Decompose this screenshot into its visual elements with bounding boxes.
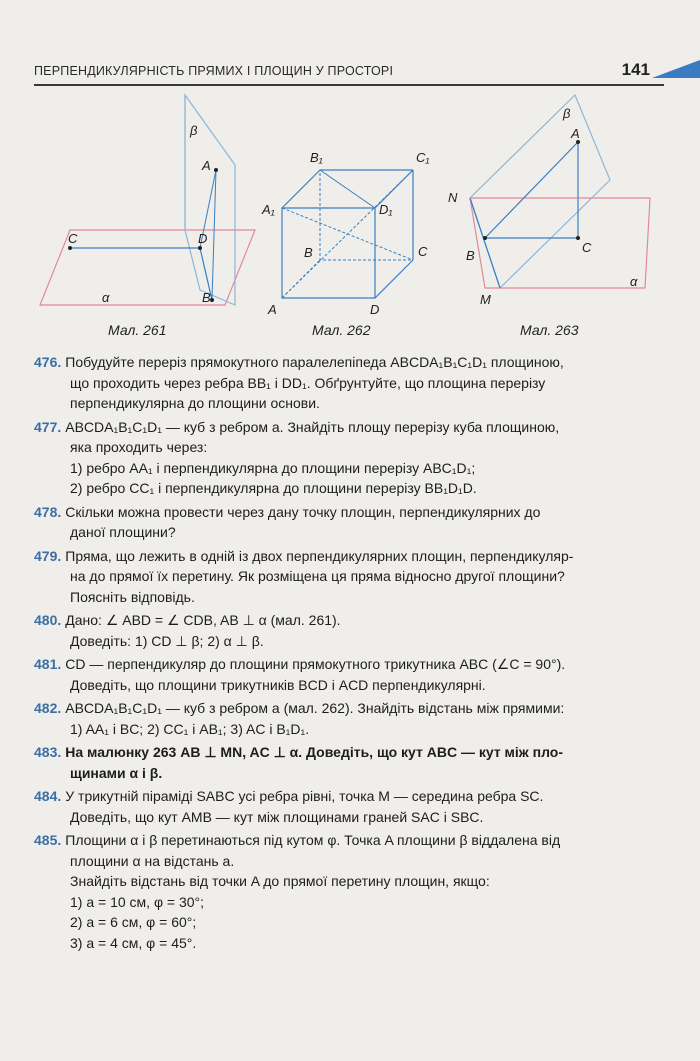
fig263-label-A: A [571,126,580,141]
figure-263 [448,95,650,307]
problem-number: 482. [34,700,62,716]
corner-tab-decoration [652,58,700,78]
fig263-label-M: M [480,292,491,307]
problem-476: 476. Побудуйте переріз прямокутного паралелепіпеда ABCDA₁B₁C₁D₁ площиною, що проходить через ребра BB₁ і DD₁. Обґрунтуйте, що площина перерізу перпендикулярна до площини основи. [34,354,564,411]
problem-number: 485. [34,832,62,848]
problem-479: 479. Пряма, що лежить в одній із двох перпендикулярних площин, перпендикуляр- на до прямої їх перетину. Як розміщена ця пряма відносно другої площини? Поясніть відповідь. [34,547,574,605]
fig262-label-C1: C₁ [416,150,430,165]
fig262-label-C: C [418,244,428,259]
fig261-label-A: A [202,158,211,173]
figure-262 [261,150,430,317]
fig263-label-B: B [466,248,475,263]
fig261-label-B: B [202,290,211,305]
fig262-label-D: D [370,302,380,317]
problem-number: 481. [34,656,62,672]
problems-list [34,352,664,956]
problem-480: 480. Дано: ∠ ABD = ∠ CDB, AB ⊥ α (мал. 261). Доведіть: 1) CD ⊥ β; 2) α ⊥ β. [34,612,341,649]
fig262-label-A1: A₁ [262,202,275,217]
problem-number: 483. [34,744,62,760]
fig261-label-alpha: α [102,290,110,305]
page-header [34,60,664,86]
problem-484: 484. У трикутній піраміді SABC усі ребра рівні, точка M — середина ребра SC. Доведіть, що кут AMB — кут між площинами граней SAC і SBC. [34,788,544,825]
fig261-label-beta: β [190,123,198,138]
problem-number: 476. [34,354,62,370]
page-number: 141 [621,60,650,79]
fig262-label-B1: B₁ [310,150,323,165]
problem-483: 483. На малюнку 263 AB ⊥ MN, AC ⊥ α. Доведіть, що кут ABC — кут між пло- щинами α і β. [34,744,564,781]
figures-area [30,90,670,350]
fig263-label-beta: β [563,106,571,121]
fig262-label-D1: D₁ [379,202,393,217]
fig261-label-D: D [198,231,208,246]
fig262-label-A: A [268,302,277,317]
fig262-label-B: B [304,245,313,260]
caption-fig-263: Мал. 263 [520,322,579,338]
fig263-label-N: N [448,190,458,205]
caption-fig-262: Мал. 262 [312,322,371,338]
problem-number: 484. [34,788,62,804]
caption-fig-261: Мал. 261 [108,322,167,338]
problem-485: 485. Площини α і β перетинаються під кутом φ. Точка A площини β віддалена від площини α на відстань a. Знайдіть відстань від точки A до прямої перетину площин, якщо: 1) a = 10 см, φ = 30°; 2) a = 6 см, φ = 60°; 3) a = 4 см, φ = 45°. [34,832,561,951]
problem-number: 479. [34,547,62,564]
problem-number: 478. [34,503,62,520]
fig263-label-C: C [582,240,592,255]
figures-svg [30,90,670,330]
problem-477: 477. ABCDA₁B₁C₁D₁ — куб з ребром a. Знайдіть площу перерізу куба площиною, яка проходить через: 1) ребро AA₁ і перпендикулярна до площини перерізу ABC₁D₁; 2) ребро CC₁ і перпендикулярна до площини перерізу BB₁D₁D. [34,418,560,496]
problem-number: 477. [34,418,62,435]
fig261-label-C: C [68,231,78,246]
figure-261 [40,95,255,305]
problem-number: 480. [34,612,62,628]
problem-482: 482. ABCDA₁B₁C₁D₁ — куб з ребром a (мал. 262). Знайдіть відстань між прямими: 1) AA₁ і BC; 2) CC₁ і AB₁; 3) AC і B₁D₁. [34,700,565,737]
chapter-title: ПЕРПЕНДИКУЛЯРНІСТЬ ПРЯМИХ І ПЛОЩИН У ПРОСТОРІ [34,64,394,78]
problem-481: 481. CD — перпендикуляр до площини прямокутного трикутника ABC (∠C = 90°). Доведіть, що площини трикутників BCD і ACD перпендикулярні. [34,656,566,693]
problem-478: 478. Скільки можна провести через дану точку площин, перпендикулярних до даної площини? [34,503,541,540]
fig263-label-alpha: α [630,274,638,289]
